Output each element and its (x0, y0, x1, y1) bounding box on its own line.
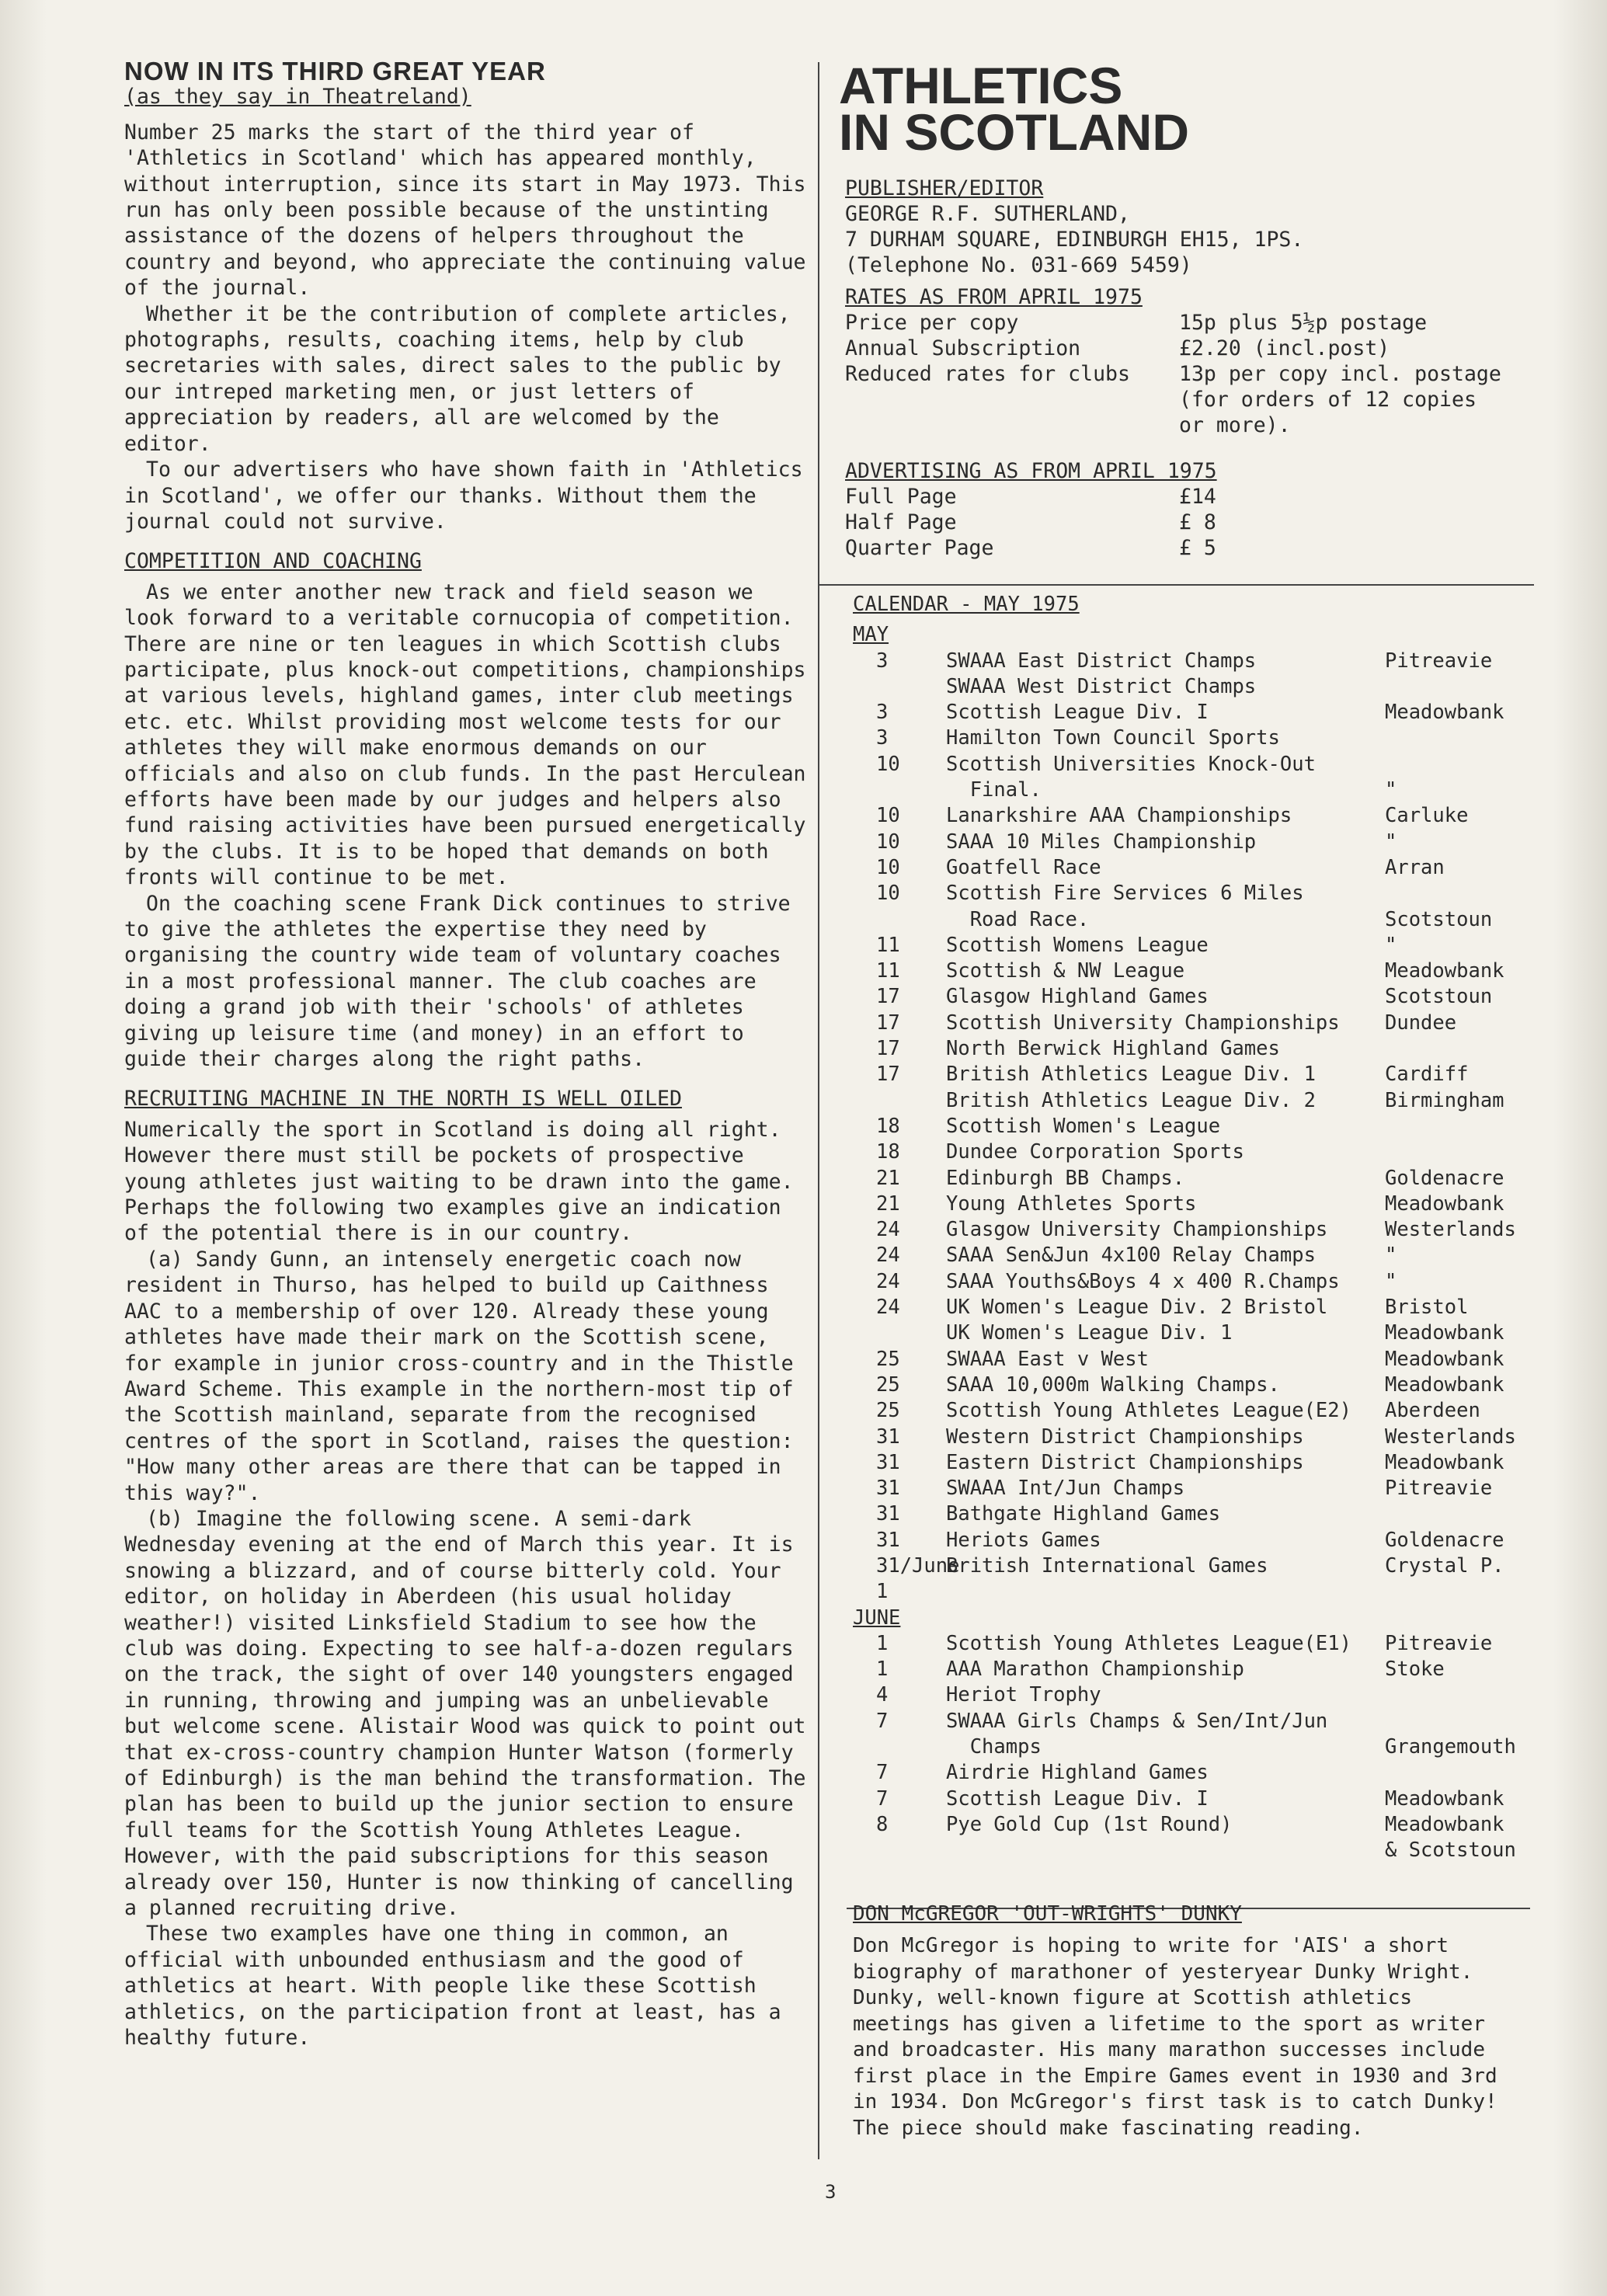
event-date: 25 (876, 1399, 900, 1423)
masthead-line-2: IN SCOTLAND (839, 103, 1189, 161)
event-venue: Meadowbank (1385, 1191, 1504, 1216)
event-name: SAAA Youths&Boys 4 x 400 R.Champs (946, 1269, 1340, 1293)
event-date: 10 (876, 855, 900, 879)
event-venue: Pitreavie (1385, 649, 1493, 673)
calendar-row (853, 1062, 1538, 1087)
june-event-list (853, 1631, 1538, 1864)
event-venue: Birmingham (1385, 1088, 1504, 1112)
event-name: Goatfell Race (946, 855, 1101, 879)
calendar-row (853, 1217, 1538, 1243)
event-date: 1 (876, 1580, 889, 1604)
event-name: British International Games (946, 1553, 1268, 1578)
event-venue: Westerlands (1385, 1425, 1516, 1449)
event-venue: Goldenacre (1385, 1528, 1504, 1552)
event-date: 8 (876, 1812, 889, 1836)
calendar-row (853, 1734, 1538, 1760)
calendar-row (853, 1295, 1538, 1320)
calendar-row (853, 1243, 1538, 1268)
event-name: Edinburgh BB Champs. (946, 1166, 1185, 1190)
event-name (946, 1579, 1385, 1605)
rate-row (845, 361, 1538, 438)
calendar-row (853, 1579, 1538, 1605)
calendar-row (853, 674, 1538, 700)
calendar-row (853, 1114, 1538, 1139)
event-name: Eastern District Championships (946, 1450, 1304, 1474)
event-venue: Pitreavie (1385, 1477, 1493, 1501)
event-venue: " (1385, 933, 1397, 957)
event-name: AAA Marathon Championship (946, 1658, 1244, 1682)
event-venue: Bristol (1385, 1296, 1469, 1320)
event-venue: " (1385, 778, 1397, 802)
event-name: UK Women's League Div. 1 (946, 1321, 1233, 1345)
event-venue: Scotstoun (1385, 985, 1493, 1009)
adv-value: £14 (1179, 485, 1216, 509)
calendar-row (853, 1709, 1538, 1734)
calendar-row (853, 907, 1538, 933)
event-venue: Meadowbank (1385, 701, 1504, 725)
event-name: Scottish Young Athletes League(E1) (946, 1631, 1351, 1655)
left-column (124, 58, 808, 2051)
event-name: Glasgow University Championships (946, 1218, 1328, 1242)
event-date: 10 (876, 752, 900, 776)
event-name: Scottish Womens League (946, 933, 1209, 957)
event-date (853, 1320, 946, 1346)
event-venue: Goldenacre (1385, 1166, 1504, 1190)
article-title: NOW IN ITS THIRD GREAT YEAR (124, 57, 546, 85)
calendar-row (853, 1786, 1538, 1812)
section-heading-recruiting: RECRUITING MACHINE IN THE NORTH IS WELL OILED (124, 1087, 682, 1111)
calendar-row (853, 830, 1538, 855)
event-date: 3 (876, 726, 889, 750)
month-label-june: JUNE (853, 1605, 901, 1630)
recruiting-para-4: These two examples have one thing in common, an official with unbounded enthusiasm and the good of athletics at heart. With people like these Scottish athletics, on the participation front at least, has a healthy future. (124, 1922, 781, 2051)
don-heading: DON McGREGOR 'OUT-WRIGHTS' DUNKY (853, 1901, 1242, 1926)
rate-label: Price per copy (845, 311, 1019, 335)
right-column (839, 58, 1538, 2141)
event-date: 4 (876, 1683, 889, 1707)
calendar-row (853, 958, 1538, 984)
recruiting-para-1: Numerically the sport in Scotland is doing all right. However there must still be pockets of prospective young athletes just waiting to be drawn into the game. Perhaps the following two examples give an indication of the potential there is in our country. (124, 1117, 794, 1246)
calendar-row (853, 1501, 1538, 1527)
event-name: Champs (946, 1735, 1042, 1759)
don-mcgregor-note (839, 1901, 1538, 2142)
adv-label: Full Page (845, 485, 957, 509)
event-date: 18 (876, 1140, 900, 1164)
event-date: 7 (876, 1761, 889, 1785)
publisher-line: GEORGE R.F. SUTHERLAND, (845, 202, 1130, 226)
event-date (853, 1734, 946, 1760)
rate-row (845, 336, 1538, 361)
event-date: 21 (876, 1191, 900, 1216)
publisher-heading: PUBLISHER/EDITOR (845, 176, 1044, 200)
calendar-row (853, 1812, 1538, 1838)
calendar-row (853, 1476, 1538, 1501)
calendar-row (853, 1553, 1538, 1579)
event-date: 18 (876, 1114, 900, 1138)
event-date: 10 (876, 882, 900, 906)
event-date: 11 (876, 933, 900, 957)
rate-value: 15p plus 5½p postage (1179, 311, 1428, 335)
rate-row (845, 310, 1538, 336)
calendar-row (853, 1372, 1538, 1398)
event-name: UK Women's League Div. 2 Bristol (946, 1296, 1328, 1320)
calendar-row (853, 1425, 1538, 1450)
event-venue: " (1385, 1269, 1397, 1293)
event-venue: Aberdeen (1385, 1399, 1480, 1423)
event-date: 7 (876, 1709, 889, 1733)
event-date: 25 (876, 1372, 900, 1397)
event-venue: Pitreavie (1385, 1631, 1493, 1655)
calendar (839, 592, 1538, 1864)
event-date: 10 (876, 804, 900, 828)
advertising-heading: ADVERTISING AS FROM APRIL 1975 (845, 459, 1217, 483)
event-date: 1 (876, 1631, 889, 1655)
event-name: Airdrie Highland Games (946, 1761, 1209, 1785)
event-name: SAAA 10 Miles Championship (946, 830, 1257, 854)
event-name: Pye Gold Cup (1st Round) (946, 1812, 1233, 1836)
calendar-row (853, 1760, 1538, 1786)
event-venue: Meadowbank (1385, 1812, 1504, 1836)
event-date: 7 (876, 1786, 889, 1811)
event-name: Scottish League Div. I (946, 701, 1209, 725)
event-date: 31 (876, 1528, 900, 1552)
event-date: 17 (876, 1037, 900, 1061)
event-venue: Meadowbank (1385, 1450, 1504, 1474)
event-venue (1385, 1139, 1538, 1165)
adv-row (845, 510, 1538, 535)
event-name: Scottish University Championships (946, 1011, 1340, 1035)
event-date (853, 1838, 946, 1863)
publisher-line: (Telephone No. 031-669 5459) (845, 253, 1192, 277)
adv-value: £ 5 (1179, 536, 1216, 560)
calendar-row (853, 649, 1538, 674)
calendar-row (853, 803, 1538, 829)
adv-label: Half Page (845, 510, 957, 534)
event-venue: Dundee (1385, 1011, 1457, 1035)
event-name: Western District Championships (946, 1425, 1304, 1449)
event-name: SWAAA East District Champs (946, 649, 1257, 673)
calendar-row (853, 1269, 1538, 1295)
event-venue: Crystal P. (1385, 1553, 1504, 1578)
calendar-row (853, 752, 1538, 778)
event-name: British Athletics League Div. 2 (946, 1088, 1316, 1112)
event-date: 10 (876, 830, 900, 854)
event-venue: Grangemouth (1385, 1735, 1516, 1759)
event-name: Heriots Games (946, 1528, 1101, 1552)
event-name: Final. (946, 778, 1042, 802)
event-name: Scottish Universities Knock-Out (946, 752, 1316, 776)
event-name: Young Athletes Sports (946, 1191, 1197, 1216)
adv-row (845, 484, 1538, 510)
calendar-row (853, 1450, 1538, 1476)
event-date: 24 (876, 1218, 900, 1242)
event-venue (1385, 1682, 1538, 1708)
event-venue: " (1385, 830, 1397, 854)
event-venue: Cardiff (1385, 1063, 1469, 1087)
event-venue (1385, 1709, 1538, 1734)
event-venue (1385, 1114, 1538, 1139)
event-date (853, 674, 946, 700)
calendar-row (853, 1682, 1538, 1708)
event-date: 31 (876, 1477, 900, 1501)
rate-value: £2.20 (incl.post) (1179, 336, 1390, 360)
event-date: 3 (876, 649, 889, 673)
event-venue: Westerlands (1385, 1218, 1516, 1242)
event-date: 21 (876, 1166, 900, 1190)
calendar-row (853, 1088, 1538, 1114)
event-name: SAAA 10,000m Walking Champs. (946, 1372, 1280, 1397)
page-number: 3 (825, 2181, 837, 2203)
event-venue: Scotstoun (1385, 907, 1493, 931)
event-name: SWAAA Girls Champs & Sen/Int/Jun (946, 1709, 1328, 1733)
event-name: Heriot Trophy (946, 1683, 1101, 1707)
rate-label: Annual Subscription (845, 336, 1081, 360)
event-date: 24 (876, 1296, 900, 1320)
event-name: Hamilton Town Council Sports (946, 726, 1280, 750)
calendar-heading: CALENDAR - MAY 1975 (853, 593, 1080, 616)
month-label-may: MAY (853, 623, 889, 647)
section-heading-competition: COMPETITION AND COACHING (124, 549, 422, 574)
calendar-row (853, 1320, 1538, 1346)
event-date (853, 907, 946, 933)
event-name: British Athletics League Div. 1 (946, 1063, 1316, 1087)
event-venue (1385, 674, 1538, 700)
calendar-row (853, 700, 1538, 725)
calendar-row (853, 1191, 1538, 1217)
event-name: North Berwick Highland Games (946, 1037, 1280, 1061)
masthead-line-1: ATHLETICS (839, 57, 1123, 114)
event-venue: Arran (1385, 855, 1445, 879)
event-date: 25 (876, 1347, 900, 1371)
event-venue: Meadowbank (1385, 1786, 1504, 1811)
event-name: Glasgow Highland Games (946, 985, 1209, 1009)
event-venue (1385, 881, 1538, 906)
calendar-row (853, 1011, 1538, 1036)
calendar-row (853, 1657, 1538, 1682)
event-date: 31 (876, 1450, 900, 1474)
event-venue: Meadowbank (1385, 959, 1504, 983)
may-event-list (853, 649, 1538, 1605)
event-date: 31 (876, 1425, 900, 1449)
event-date: 17 (876, 985, 900, 1009)
event-venue (1385, 1501, 1538, 1527)
publisher-line: 7 DURHAM SQUARE, EDINBURGH EH15, 1PS. (845, 228, 1304, 252)
adv-row (845, 535, 1538, 561)
event-name: SAAA Sen&Jun 4x100 Relay Champs (946, 1244, 1316, 1268)
event-name: Scottish & NW League (946, 959, 1185, 983)
calendar-row (853, 778, 1538, 803)
event-venue (1385, 752, 1538, 778)
calendar-row (853, 1631, 1538, 1657)
event-venue (1385, 1036, 1538, 1062)
calendar-row (853, 984, 1538, 1010)
event-date: 1 (876, 1658, 889, 1682)
rate-label: Reduced rates for clubs (845, 362, 1130, 386)
event-date: 24 (876, 1269, 900, 1293)
event-date (853, 1088, 946, 1114)
recruiting-para-3: (b) Imagine the following scene. A semi-dark Wednesday evening at the end of March this year. It is snowing a blizzard, and of course bitterly cold. Your editor, on holiday in Aberdeen (his usual holiday weather!) visited Linksfield Stadium to see how the club was doing. Expecting to see half-a-dozen regulars on the track, the sight of over 140 youngsters engaged in running, throwing and jumping was an unbelievable but welcome scene. Alistair Wood was quick to point out that ex-cross-country champion Hunter Watson (formerly of Edinburgh) is the man behind the transformation. The plan has been to build up the junior section to ensure full teams for the Scottish Young Athletes League. However, with the paid subscriptions for this season already over 150, Hunter is now thinking of cancelling a planned recruiting drive. (124, 1506, 806, 1921)
calendar-row (853, 933, 1538, 958)
adv-value: £ 8 (1179, 510, 1216, 534)
calendar-row (853, 1528, 1538, 1553)
event-date: 31/June (876, 1553, 960, 1578)
event-name: Scottish League Div. I (946, 1786, 1209, 1811)
event-name: Dundee Corporation Sports (946, 1140, 1244, 1164)
event-venue: Carluke (1385, 804, 1469, 828)
event-venue: Meadowbank (1385, 1372, 1504, 1397)
calendar-row (853, 1139, 1538, 1165)
event-name: Bathgate Highland Games (946, 1502, 1221, 1526)
event-venue (1385, 725, 1538, 751)
event-venue: Meadowbank (1385, 1321, 1504, 1345)
event-name: Scottish Women's League (946, 1114, 1221, 1138)
calendar-row (853, 1036, 1538, 1062)
event-date: 24 (876, 1244, 900, 1268)
calendar-row (853, 1347, 1538, 1372)
calendar-row (853, 1838, 1538, 1863)
don-text: Don McGregor is hoping to write for 'AIS' a short biography of marathoner of yesteryear Dunky Wright. Dunky, well-known figure at Scottish athletics meetings has given a lifetime to the sport as writer and broadcaster. His many marathon successes include first place in the Empire Games event in 1930 and 3rd in 1934. Don McGregor's first task is to catch Dunky! The piece should make fascinating reading. (853, 1934, 1497, 2140)
intro-para-1: Number 25 marks the start of the third year of 'Athletics in Scotland' which has appeared monthly, without interruption, since its start in May 1973. This run has only been possible because of the unstinting assistance of the dozens of helpers throughout the country and beyond, who appreciate the continuing value of the journal. (124, 120, 806, 301)
event-name: Scottish Fire Services 6 Miles (946, 882, 1304, 906)
event-date: 31 (876, 1502, 900, 1526)
intro-para-3: To our advertisers who have shown faith in 'Athletics in Scotland', we offer our thanks. Without them the journal could not survive. (124, 457, 803, 534)
event-date (853, 778, 946, 803)
article-subtitle: (as they say in Theatreland) (124, 85, 471, 110)
event-venue: " (1385, 1244, 1397, 1268)
event-venue: & Scotstoun (1385, 1839, 1516, 1863)
recruiting-para-2: (a) Sandy Gunn, an intensely energetic coach now resident in Thurso, has helped to build up Caithness AAC to a membership of over 120. Already these young athletes have made their mark on the Scottish scene, for example in junior cross-country and in the Thistle Award Scheme. This example in the northern-most tip of the Scottish mainland, separate from the recognised centres of the sport in Scotland, raises the question: "How many other areas are there that can be tapped in this way?". (124, 1247, 794, 1505)
event-venue: Stoke (1385, 1658, 1445, 1682)
event-venue (1385, 1760, 1538, 1786)
rates-heading: RATES AS FROM APRIL 1975 (845, 285, 1143, 309)
event-venue: Meadowbank (1385, 1347, 1504, 1371)
competition-para-1: As we enter another new track and field season we look forward to a veritable cornucopia of competition. There are nine or ten leagues in which Scottish clubs participate, plus knock-out competitions, championships at various levels, highland games, inter club meetings etc. etc. Whilst providing most welcome tests for our athletes they will make enormous demands on our officials and also on club funds. In the past Herculean efforts have been made by our judges and helpers also fund raising activities have been pursued energetically by the clubs. It is to be hoped that demands on both fronts will continue to be met. (124, 579, 806, 890)
calendar-row (853, 855, 1538, 881)
event-name (946, 1838, 1385, 1863)
calendar-row (853, 1166, 1538, 1191)
calendar-row (853, 1398, 1538, 1424)
event-date: 17 (876, 1063, 900, 1087)
competition-para-2: On the coaching scene Frank Dick continues to strive to give the athletes the expertise they need by organising the country wide team of voluntary coaches in a most professional manner. The club coaches are doing a grand job with their 'schools' of athletes giving up leisure time (and money) in an effort to guide their charges along the right paths. (124, 891, 791, 1072)
column-divider (818, 62, 819, 2159)
calendar-row (853, 725, 1538, 751)
event-date: 17 (876, 1011, 900, 1035)
masthead (839, 57, 1538, 161)
calendar-row (853, 881, 1538, 906)
event-date: 11 (876, 959, 900, 983)
event-name: SWAAA East v West (946, 1347, 1149, 1371)
event-name: Lanarkshire AAA Championships (946, 804, 1292, 828)
event-name: SWAAA Int/Jun Champs (946, 1477, 1185, 1501)
event-name: Scottish Young Athletes League(E2) (946, 1399, 1351, 1423)
event-date: 3 (876, 701, 889, 725)
event-name: Road Race. (946, 907, 1090, 931)
event-venue (1385, 1579, 1538, 1605)
event-name: SWAAA West District Champs (946, 674, 1257, 698)
rate-value: 13p per copy incl. postage (for orders of 12 copies or more). (1179, 362, 1501, 437)
intro-para-2: Whether it be the contribution of complete articles, photographs, results, coaching items, help by club secretaries with sales, direct sales to the public by our intreped marketing men, or just letters of appreciation by readers, all are welcomed by the editor. (124, 301, 791, 456)
adv-label: Quarter Page (845, 536, 994, 560)
